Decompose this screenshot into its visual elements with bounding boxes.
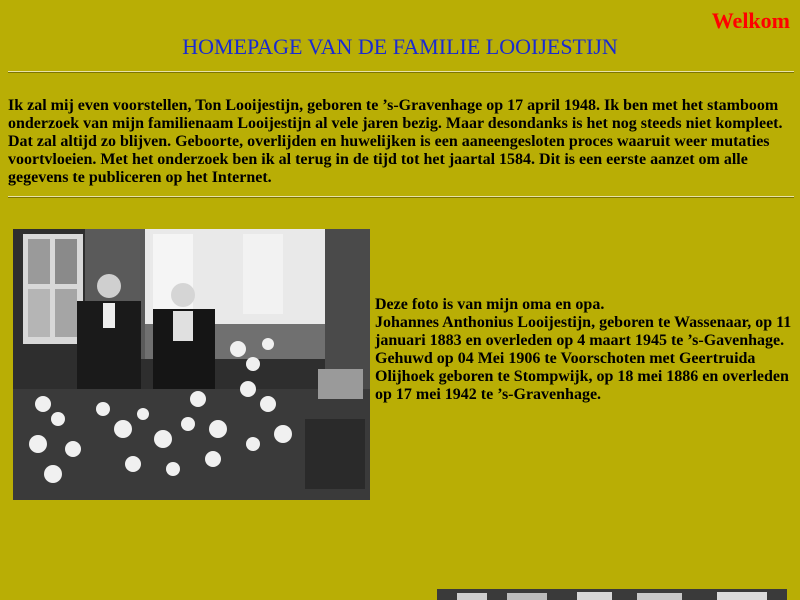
- page-title: HOMEPAGE VAN DE FAMILIE LOOIJESTIJN: [182, 34, 618, 59]
- divider-bottom: [8, 196, 794, 198]
- grandparents-photo: [13, 229, 370, 500]
- intro-paragraph: Ik zal mij even voorstellen, Ton Looijestijn, geboren te ’s-Gravenhage op 17 april 1948. Ik ben met het stamboom onderzoek van mijn familienaam Looijestijn al vele jaren bezig. Maar desondanks is het nog steeds niet kompleet. Dat zal altijd zo blijven. Geboorte, overlijden en huwelijken is een aaneengesloten proces waaruit weer mutaties voortvloeien. Met het onderzoek ben ik al terug in de tijd tot het jaartal 1584. Dit is een eerste aanzet om alle gegevens te publiceren op het Internet.: [8, 97, 783, 186]
- caption-details: Johannes Anthonius Looijestijn, geboren te Wassenaar, op 11 januari 1883 en overleden op 4 maart 1945 te ’s-Gavenhage. Gehuwd op 04 Mei 1906 te Voorschoten met Geertruida Olijhoek geboren te Stompwijk, op 18 mei 1886 en overleden op 17 mei 1942 te ’s-Gravenhage.: [375, 314, 792, 403]
- caption-intro: Deze foto is van mijn oma en opa.: [375, 296, 605, 313]
- second-photo: [437, 589, 787, 600]
- divider-top: [8, 71, 794, 73]
- welcome-heading: Welkom: [711, 8, 790, 33]
- photo-caption: [375, 296, 795, 404]
